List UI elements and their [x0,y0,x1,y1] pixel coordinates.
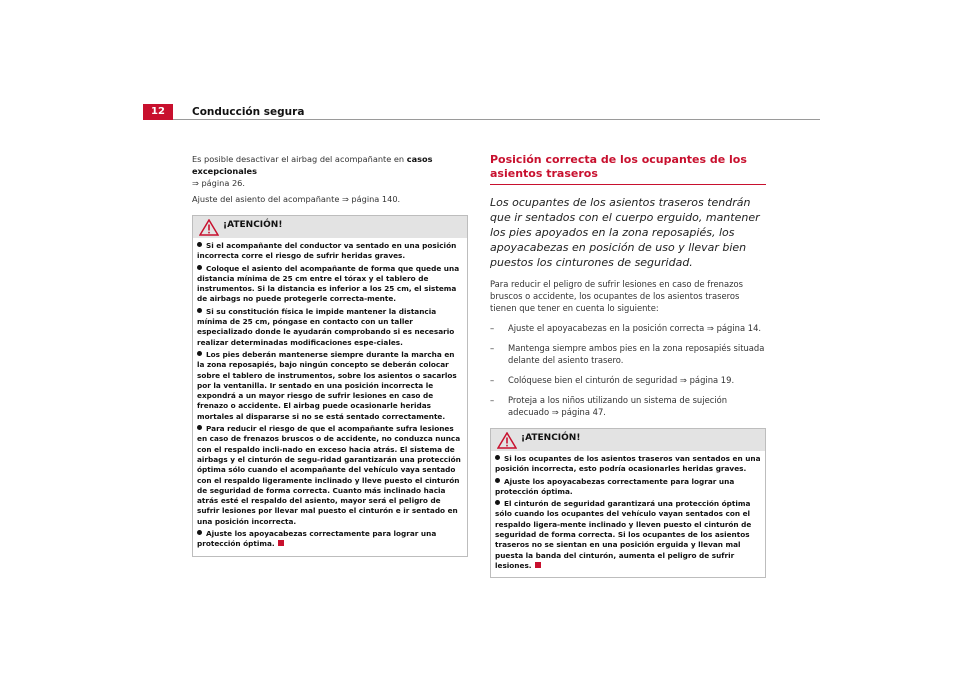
warning-item [197,529,463,550]
warning-body [193,238,467,556]
list-item-text: Proteja a los niños utilizando un sistema de sujeción adecuado ⇒ página 47. [508,395,728,417]
bullet-icon [197,242,202,247]
section-intro: Para reducir el peligro de sufrir lesiones en caso de frenazos bruscos o accidente, los ocupantes de los asientos traseros tienen que tener en cuenta lo siguiente: [490,279,743,313]
bullet-icon [495,478,500,483]
warning-body [491,451,765,577]
warning-item [197,350,463,422]
warning-item [197,307,463,348]
warning-item [197,241,463,262]
header-rule [173,119,820,120]
warning-item-text: Si su constitución física le impide mantener la distancia mínima de 25 cm, póngase en contacto con un taller especializado donde le ayudarán comprobando si es necesario realizar determinadas modificaciones espe-ciales. [197,306,455,347]
bullet-icon [197,351,202,356]
airbag-deactivation-bold: casos excepcionales [192,154,433,176]
warning-title: ¡ATENCIÓN! [223,220,283,230]
warning-item-text: Para reducir el riesgo de que el acompañante sufra lesiones en caso de frenazos bruscos o de accidente, no conduzca nunca con el respaldo incli-nado en exceso hacia atrás. El sistema de airbags y el cinturón de segu-ridad garantizarán una protección óptima sólo cuando el acompañante del vehículo vaya sentado con el respaldo ligeramente inclinado y lleve puesto el cinturón de seguridad de forma correcta. Cuanto más inclinado hacia atrás esté el respaldo del asiento, mayor será el peligro de sufrir lesiones por llevar mal puesto el cinturón e ir sentado en una posición incorrecta. [197,424,461,526]
warning-item-text: Ajuste los apoyacabezas correctamente para lograr una protección óptima. [197,529,437,549]
airbag-page-ref[interactable]: ⇒ página 26. [192,178,245,188]
dash-marker: – [490,395,495,405]
warning-triangle-icon [497,432,517,449]
right-column [490,153,766,578]
bullet-icon [197,308,202,313]
warning-item-text: Si los ocupantes de los asientos traseros van sentados en una posición incorrecta, esto podría ocasionarles heridas graves. [495,454,761,474]
bullet-icon [197,265,202,270]
dash-marker: – [490,375,495,385]
warning-box-front [192,215,468,557]
warning-item [197,424,463,527]
warning-item-text: Si el acompañante del conductor va sentado en una posición incorrecta corre el riesgo de sufrir heridas graves. [197,241,457,261]
list-item-text: Colóquese bien el cinturón de seguridad ⇒ página 19. [508,375,735,385]
list-item [490,374,766,386]
airbag-deactivation-text: Es posible desactivar el airbag del acompañante en [192,154,407,164]
list-item-text: Mantenga siempre ambos pies en la zona reposapiés situada delante del asiento trasero. [508,343,765,365]
warning-header [491,429,765,451]
bullet-icon [197,425,202,430]
warning-item-text: Los pies deberán mantenerse siempre durante la marcha en la zona reposapiés, bajo ningún concepto se deberán colocar sobre el tablero de instrumentos, sobre los asientos o sacarlos por la ventanilla. Ir sentado en una posición incorrecta le expondrá a un mayor riesgo de sufrir lesiones en caso de frenazo o accidente. El airbag puede ocasionarle heridas mortales al dispararse si no se está sentado correctamente. [197,349,457,421]
bullet-icon [495,500,500,505]
warning-triangle-icon [199,219,219,236]
dash-marker: – [490,343,495,353]
list-item-text: Ajuste el apoyacabezas en la posición correcta ⇒ página 14. [508,323,762,333]
section-lead: Los ocupantes de los asientos traseros tendrán que ir sentados con el cuerpo erguido, mantener los pies apoyados en la zona reposapiés, los apoyacabezas en posición de uso y llevar bien puestos los cinturones de seguridad. [490,196,760,269]
end-of-section-icon [535,562,541,568]
left-column [192,153,468,557]
dash-marker: – [490,323,495,333]
airbag-deactivation-paragraph [192,153,468,189]
end-of-section-icon [278,540,284,546]
warning-header [193,216,467,238]
warning-item [197,264,463,305]
list-item [490,342,766,366]
list-item [490,394,766,418]
page-number-badge: 12 [143,104,173,120]
warning-item-text: Ajuste los apoyacabezas correctamente para lograr una protección óptima. [495,476,735,496]
warning-box-rear [490,428,766,578]
section-title: Posición correcta de los ocupantes de los asientos traseros [490,153,766,185]
warning-item-text: Coloque el asiento del acompañante de forma que quede una distancia mínima de 25 cm entre el tórax y el tablero de instrumentos. Si la distancia es inferior a los 25 cm, el sistema de airbags no puede protegerle correcta-mente. [197,263,460,304]
list-item [490,322,766,334]
seat-adjust-paragraph: Ajuste del asiento del acompañante ⇒ página 140. [192,194,401,204]
warning-item-text: El cinturón de seguridad garantizará una protección óptima sólo cuando los ocupantes del vehículo vayan sentados con el respaldo ligera-mente inclinado y lleven puesto el cinturón de seguridad de forma correcta. Si los ocupantes de los asientos traseros no se sientan en una posición erguida y llevan mal puesta la banda del cinturón, aumenta el peligro de sufrir lesiones. [495,499,752,570]
page-header-title: Conducción segura [192,106,305,118]
warning-item [495,499,761,571]
warning-title: ¡ATENCIÓN! [521,433,581,443]
warning-item [495,477,761,498]
bullet-icon [495,455,500,460]
bullet-icon [197,530,202,535]
warning-item [495,454,761,475]
